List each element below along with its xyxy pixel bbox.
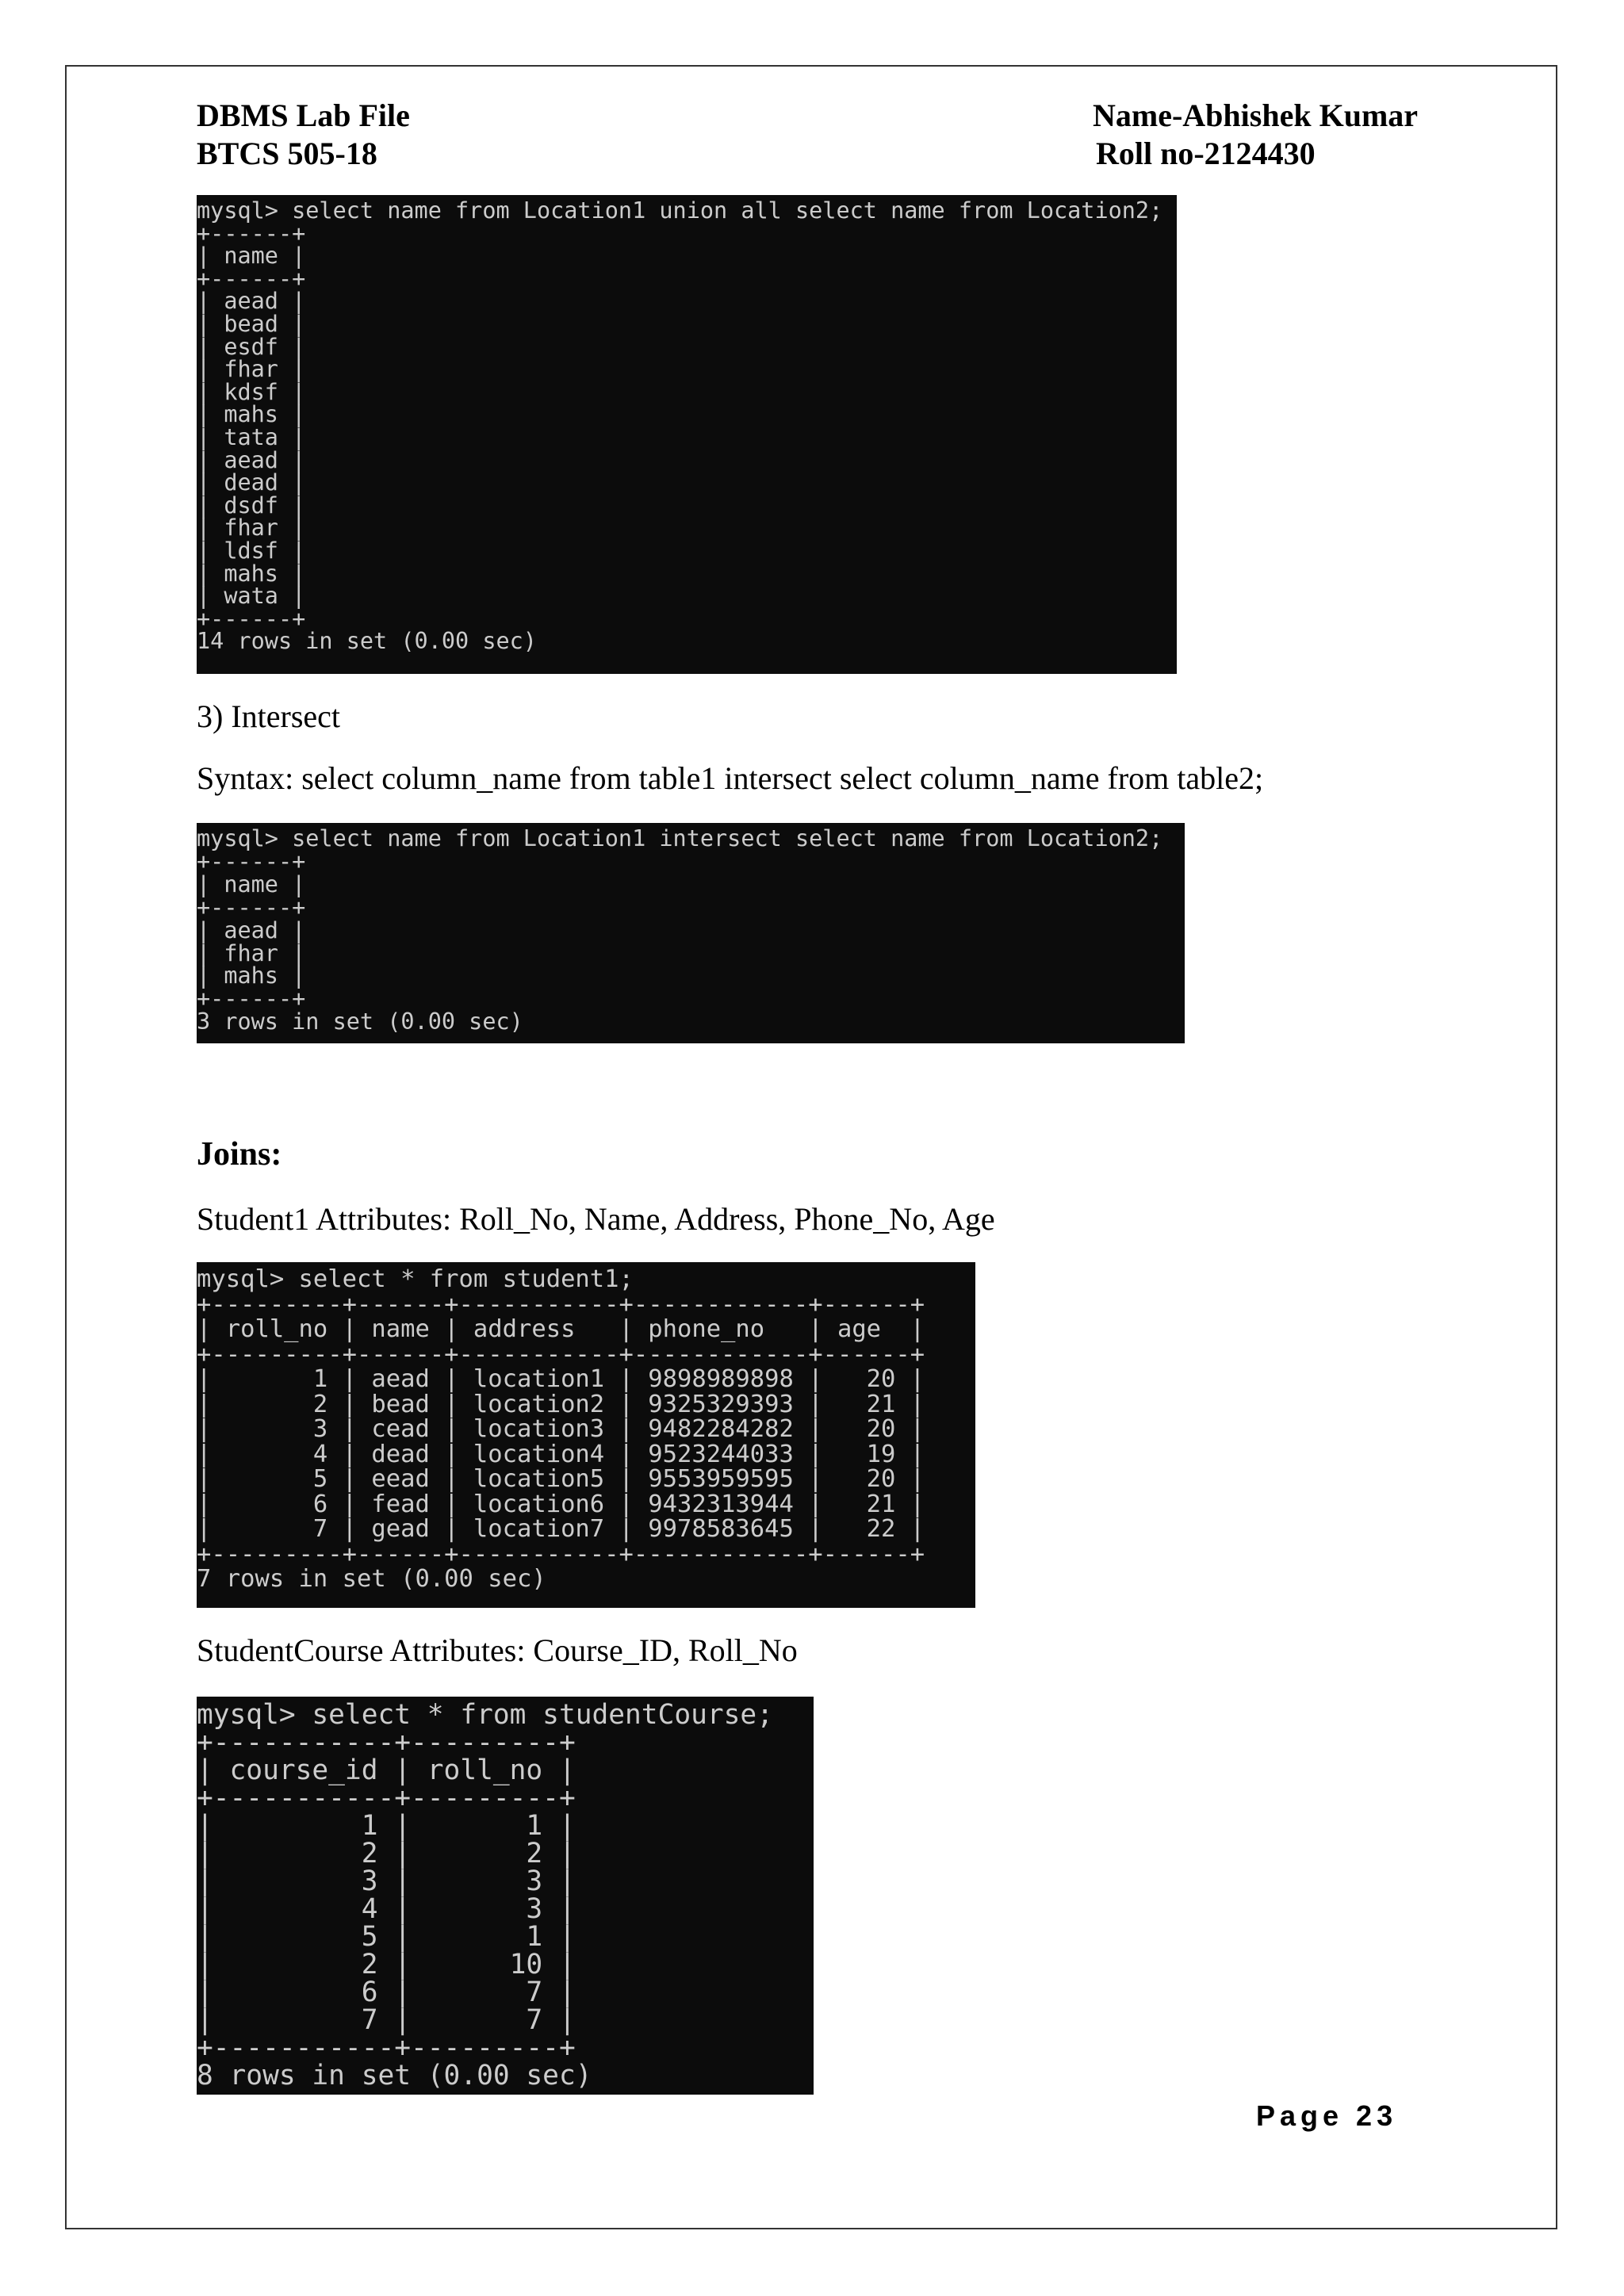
terminal-student1-output: mysql> select * from student1; +---------+------+-----------+------------+------+ | roll_no | name | address | phone_no | age | +---------+------+-----------+------------+------+ | 1 | aead | location1 | 9898989898 | 20 | | 2 | bead | location2 | 9325329393 | 21 | | 3 | cead | location3 | 9482284282 | 20 | | 4 | dead | location4 | 9523244033 | 19 | | 5 | eead | location5 | 9553959595 | 20 | | 6 | fead | location6 | 9432313944 | 21 | | 7 | gead | location7 | 9978583645 | 22 | +---------+------+-----------+------------+------+ 7 rows in set (0.00 sec) (197, 1262, 975, 1608)
intersect-syntax: Syntax: select column_name from table1 intersect select column_name from table2; (197, 760, 1264, 796)
page-number: Page 23 (1256, 2099, 1398, 2132)
header-course-code: BTCS 505-18 (197, 136, 377, 171)
student1-attributes: Student1 Attributes: Roll_No, Name, Address, Phone_No, Age (197, 1201, 995, 1237)
joins-heading: Joins: (197, 1136, 282, 1173)
header-student-name: Name-Abhishek Kumar (1093, 98, 1419, 133)
terminal-studentcourse-output: mysql> select * from studentCourse; +-----------+---------+ | course_id | roll_no | +-----------+---------+ | 1 | 1 | | 2 | 2 | | 3 | 3 | | 4 | 3 | | 5 | 1 | | 2 | 10 | | 6 | 7 | | 7 | 7 | +-----------+---------+ 8 rows in set (0.00 sec) (197, 1697, 814, 2095)
terminal-union-all-output: mysql> select name from Location1 union all select name from Location2; +------+ | name | +------+ | aead | | bead | | esdf | | fhar | | kdsf | | mahs | | tata | | aead | | dead | | dsdf | | fhar | | ldsf | | mahs | | wata | +------+ 14 rows in set (0.00 sec) (197, 195, 1177, 674)
studentcourse-attributes: StudentCourse Attributes: Course_ID, Roll_No (197, 1632, 798, 1668)
section-title-intersect: 3) Intersect (197, 698, 341, 734)
header-right (1093, 97, 1418, 173)
terminal-intersect-output: mysql> select name from Location1 intersect select name from Location2; +------+ | name | +------+ | aead | | fhar | | mahs | +------+ 3 rows in set (0.00 sec) (197, 823, 1185, 1043)
header-roll-number: Roll no-2124430 (1096, 136, 1316, 171)
header-course-title: DBMS Lab File (197, 98, 410, 133)
header-left (197, 97, 410, 173)
